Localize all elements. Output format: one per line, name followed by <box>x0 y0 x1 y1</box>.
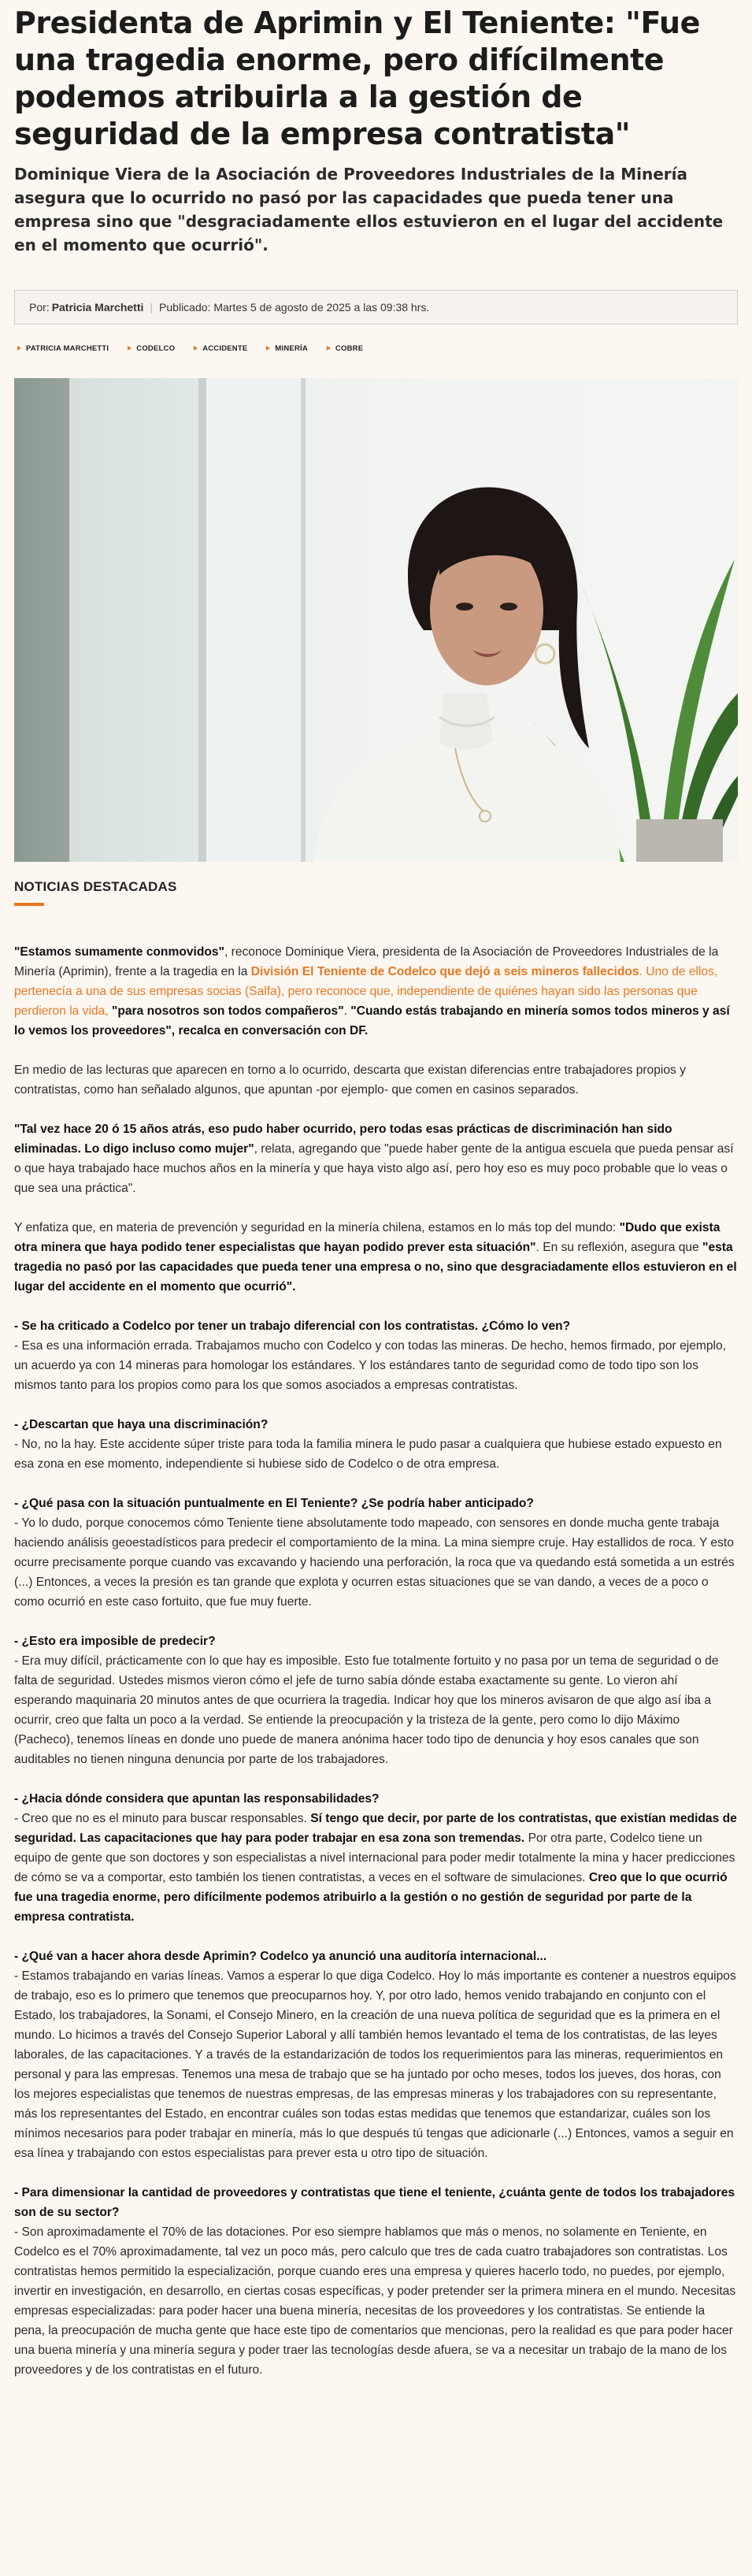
tag-cobre[interactable] <box>327 344 363 353</box>
text: Y enfatiza que, en materia de prevención y seguridad en la minería chilena, estamos en lo más top del mundo: <box>14 1221 620 1234</box>
tag-mineria[interactable] <box>266 344 308 353</box>
tag-arrow-icon <box>327 346 331 351</box>
tag-label: COBRE <box>335 343 364 353</box>
paragraph <box>14 1218 738 1297</box>
quote: "esta tragedia no pasó por las capacidades que pueda tener una empresa o no, sino que desgraciadamente ellos estuvieron en el lugar del accidente en el momento que ocurrió". <box>14 1241 737 1294</box>
article-photo <box>14 378 738 862</box>
answer: - Era muy difícil, prácticamente con lo que hay es imposible. Esto fue totalmente fortuito y no pasa por un tema de seguridad o de falta de seguridad. Ustedes mismos vieron cómo el jefe de turno sabía dónde estaba exactamente su gente. Lo vieron ahí esperando maquinaria 20 minutos antes de que ocurriera la tragedia. Indicar hoy que los mineros avisaron de que algo así iba a ocurrir, creo que falta un poco a la verdad. Se entiende la preocupación y la tristeza de la gente, pero como lo dijo Máximo (Pacheco), tenemos líneas en donde uno puede de manera anónima hacer todo tipo de denuncia y hoy esos canales que son auditables no tienen ninguna denuncia por parte de los trabajadores. <box>14 1654 719 1766</box>
question: - Para dimensionar la cantidad de proveedores y contratistas que tiene el teniente, ¿cuánta gente de todos los trabajadores son de su sector? <box>14 2186 735 2219</box>
answer-emphasis: Sí tengo que decir, por parte de los contratistas, que existían medidas de seguridad. Las capacitaciones que hay para poder trabajar en esa zona son tremendas. <box>14 1812 737 1845</box>
qa-block <box>14 1789 738 1927</box>
byline-divider: | <box>150 301 154 314</box>
question: - ¿Qué pasa con la situación puntualmente en El Teniente? ¿Se podría haber anticipado? <box>14 1497 534 1510</box>
question: - ¿Qué van a hacer ahora desde Aprimin? Codelco ya anunció una auditoría internacional... <box>14 1950 547 1963</box>
qa-block <box>14 1316 738 1395</box>
answer: - Esa es una información errada. Trabajamos mucho con Codelco y con todas las mineras. De hecho, hemos firmado, por ejemplo, un acuerdo ya con 14 mineras para homologar los estándares. Y los estándares tanto de seguridad como de todo tipo son los mismos tanto para los propios como para los que somos asociados a empresas contratistas. <box>14 1339 727 1392</box>
qa-block <box>14 1494 738 1612</box>
text: . En su reflexión, asegura que <box>535 1241 703 1254</box>
answer: - Estamos trabajando en varias líneas. Vamos a esperar lo que diga Codelco. Hoy lo más importante es contener a nuestros equipos de trabajo, eso es lo primero que tenemos que preocuparnos hoy. Y, por otro lado, hemos venido trabajando en conjunto con el Estado, los trabajadores, la Sonami, el Consejo Minero, en la creación de una nueva política de seguridad que es la primera en el mundo. Lo hicimos a través del Consejo Superior Laboral y allí también hemos levantado el tema de los contratistas, de las leyes laborales, de las capacitaciones. Y a través de la estandarización de todos los requerimientos para las mineras, requerimientos en personal y para las empresas. Tenemos una mesa de trabajo que se ha juntado por ocho meses, todos los jueves, dos horas, con los mejores especialistas que tenemos de nuestras empresas, de las empresas mineras y los trabajadores con su representante, más los representantes del Estado, en encontrar cuáles son todas estas medidas que tenemos que estandarizar, cuáles son los mínimos necesarios para poder trabajar en minería, más lo que después tú tengas que adicionarle (...) Entonces, vamos a seguir en esa línea y trabajando con estos especialistas para prever esta u otro tipo de situación. <box>14 1969 736 2160</box>
text: . <box>343 1004 351 1018</box>
tag-label: CODELCO <box>136 343 176 353</box>
tag-patricia-marchetti[interactable] <box>17 344 109 353</box>
tag-arrow-icon <box>128 346 132 351</box>
answer: - Son aproximadamente el 70% de las dotaciones. Por eso siempre hablamos que más o menos, no solamente en Teniente, en Codelco es el 70% aproximadamente, tal vez un poco más, pero calculo que tres de cada cuatro trabajadores son contratistas. Los contratistas hemos permitido la especialización, porque cuando eres una empresa y quieres hacerlo todo, no puedes, por ejemplo, invertir en investigación, en desarrollo, en ciertas cosas específicas, y poder pretender ser la primera minera en el mundo. Necesitas empresas especializadas: para poder hacer una buena minería, necesitas de los proveedores y los contratistas. Se entiende la pena, la preocupación de mucha gente que hace este tipo de comentarios que mencionas, pero la realidad es que para poder hacer una buena minería y una minería segura y poder traer las tecnologías desde afuera, se va a necesitar un trabajo de la mano de los proveedores y de los contratistas en el futuro. <box>14 2225 736 2377</box>
answer: Por otra parte, Codelco tiene un equipo de gente que son doctores y son especialistas a nivel internacional para poder medir totalmente la mina y hacer predicciones de cómo se va a comportar, esto también los tienen contratistas, a veces en el software de simulaciones. <box>14 1832 735 1884</box>
section-underline <box>14 903 44 906</box>
paragraph <box>14 1119 738 1198</box>
question: - Se ha criticado a Codelco por tener un trabajo diferencial con los contratistas. ¿Cómo lo ven? <box>14 1320 571 1333</box>
paragraph: En medio de las lecturas que aparecen en torno a lo ocurrido, descarta que existan diferencias entre trabajadores propios y contratistas, como han señalado algunos, que apuntan -por ejemplo- que comen en casinos separados. <box>14 1063 686 1097</box>
article-deck: Dominique Viera de la Asociación de Proveedores Industriales de la Minería asegura que lo ocurrido no pasó por las capacidades que pueda tener una empresa sino que "desgraciadamente ellos estuvieron en el lugar del accidente en el momento que ocurrió". <box>14 165 724 254</box>
text: , relata, agregando que "puede haber gente de la antigua escuela que pueda pensar así o que haya trabajado hace muchos años en la minería y que haya visto algo así, pero hoy eso es muy poco probable que lo veas o que sea una práctica". <box>14 1142 734 1195</box>
text: . Uno de ellos, pertenecía a una de sus empresas socias (Salfa), pero reconoce que, independiente de quiénes hayan sido las personas que perdieron la vida, <box>14 965 718 1018</box>
section-title: NOTICIAS DESTACADAS <box>14 879 177 894</box>
article-body <box>14 942 738 2380</box>
tag-label: ACCIDENTE <box>202 343 248 353</box>
author-link[interactable]: Patricia Marchetti <box>51 301 144 314</box>
question: - ¿Descartan que haya una discriminación? <box>14 1418 269 1431</box>
qa-block <box>14 1631 738 1769</box>
article-headline: Presidenta de Aprimin y El Teniente: "Fue una tragedia enorme, pero difícilmente podemos atribuirla a la gestión de seguridad de la empresa contratista" <box>14 6 700 151</box>
byline <box>14 290 738 325</box>
tag-arrow-icon <box>266 346 270 351</box>
quote: "Cuando estás trabajando en minería somos todos mineros y así lo vemos los proveedores", recalca en conversación con DF. <box>14 1004 730 1037</box>
question: - ¿Hacia dónde considera que apuntan las responsabilidades? <box>14 1792 380 1806</box>
qa-block <box>14 2183 738 2380</box>
inline-link[interactable]: División El Teniente de Codelco que dejó a seis mineros fallecidos <box>250 965 639 978</box>
quote: "Estamos sumamente conmovidos" <box>14 945 224 959</box>
tag-codelco[interactable] <box>128 344 175 353</box>
portrait-illustration <box>14 378 738 862</box>
answer-emphasis: Creo que lo que ocurrió fue una tragedia enorme, pero difícilmente podemos atribuirlo a la gestión o no gestión de seguridad por parte de la empresa contratista. <box>14 1871 728 1924</box>
quote: "Tal vez hace 20 ó 15 años atrás, eso pudo haber ocurrido, pero todas esas prácticas de discriminación han sido eliminadas. Lo digo incluso como mujer" <box>14 1123 672 1156</box>
question: - ¿Esto era imposible de predecir? <box>14 1635 216 1648</box>
quote: "Dudo que exista otra minera que haya podido tener especialistas que hayan podido prever esta situación" <box>14 1221 721 1254</box>
tag-accidente[interactable] <box>194 344 247 353</box>
tag-label: PATRICIA MARCHETTI <box>26 343 109 353</box>
byline-label: Por: <box>29 301 50 314</box>
tag-arrow-icon <box>194 346 198 351</box>
text: , reconoce Dominique Viera, presidenta de la Asociación de Proveedores Industriales de la Minería (Aprimin), frente a la tragedia en la <box>14 945 719 978</box>
answer: - Creo que no es el minuto para buscar responsables. <box>14 1812 311 1825</box>
publish-date: Publicado: Martes 5 de agosto de 2025 a las 09:38 hrs. <box>159 301 430 314</box>
paragraph <box>14 942 738 1041</box>
answer: - Yo lo dudo, porque conocemos cómo Teniente tiene absolutamente todo mapeado, con sensores en donde mucha gente trabaja haciendo análisis geoestadísticos para predecir el comportamiento de la mina. La mina siempre cruje. Hay estallidos de roca. Y esto ocurre precisamente porque cuando vas excavando y haciendo una perforación, la roca que va quedando está sometida a un estrés (...) Entonces, a veces la presión es tan grande que explota y ocurren estas situaciones que se van dando, a veces de a poco o como ocurrió en este caso fortuito, que fue muy fuerte. <box>14 1516 735 1609</box>
tag-label: MINERÍA <box>275 343 308 353</box>
qa-block <box>14 1415 738 1474</box>
tag-arrow-icon <box>17 346 21 351</box>
tag-list <box>14 340 738 356</box>
quote: "para nosotros son todos compañeros" <box>111 1004 344 1018</box>
qa-block <box>14 1947 738 2163</box>
answer: - No, no la hay. Este accidente súper triste para toda la familia minera le pudo pasar a cualquiera que hubiese estado expuesto en esa zona en ese momento, independiente si hubiese sido de Codelco o de otra empresa. <box>14 1438 722 1471</box>
